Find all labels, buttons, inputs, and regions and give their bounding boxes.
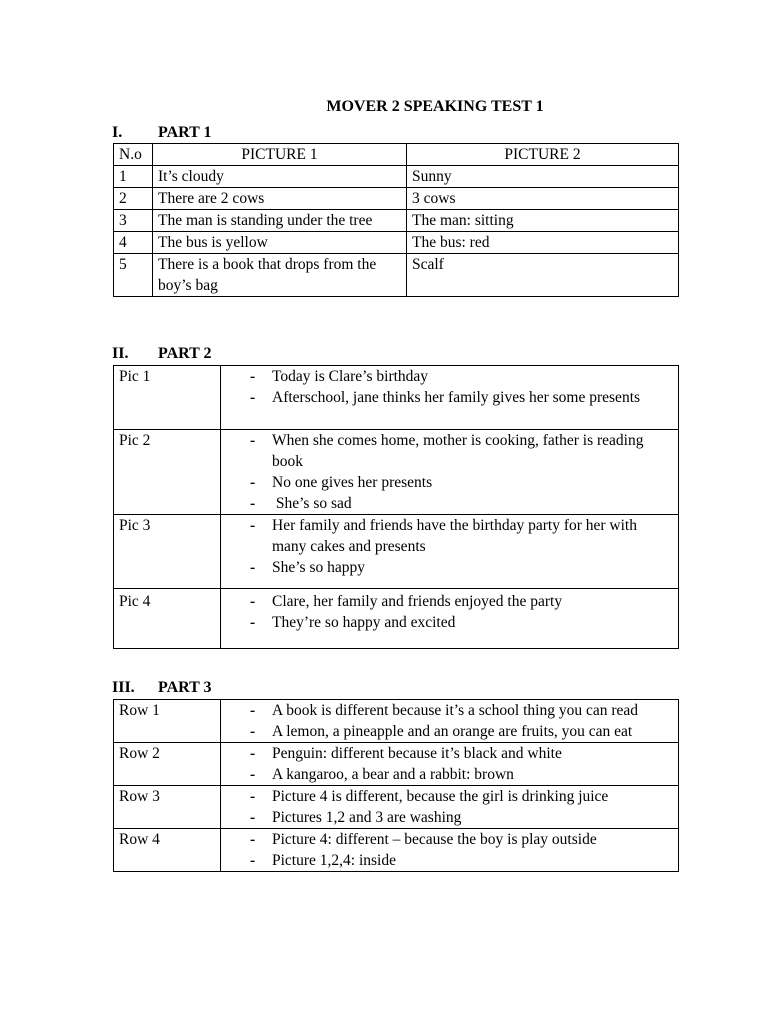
item-text: Penguin: different because it’s black and white: [272, 745, 562, 762]
part3-title: PART 3: [158, 679, 212, 696]
item-text: They’re so happy and excited: [272, 614, 456, 631]
item-text: Clare, her family and friends enjoyed the party: [272, 593, 563, 610]
row-label-cell: [114, 589, 221, 649]
item-text: Afterschool, jane thinks her family gives her some presents: [272, 389, 641, 406]
table-header-row: [114, 144, 679, 166]
row-number: 3: [114, 210, 153, 232]
bullet-dash: -: [250, 831, 256, 848]
table-row: [114, 430, 679, 515]
item-text: Picture 1,2,4: inside: [272, 852, 396, 869]
bullet-dash: -: [250, 559, 256, 576]
row-label: Row 2: [114, 743, 221, 786]
table-row: [114, 166, 679, 188]
list-item: [226, 743, 673, 764]
picture1-cell: There is a book that drops from the boy’s bag: [153, 254, 407, 297]
description-cell: [221, 829, 679, 872]
list-item: [226, 515, 673, 557]
list-item: [226, 387, 673, 408]
part2-table: [113, 365, 679, 649]
row-label: Pic 1: [114, 366, 221, 430]
bullet-dash: -: [250, 745, 256, 762]
description-cell: [221, 366, 679, 430]
bullet-dash: -: [250, 614, 256, 631]
item-text: Pictures 1,2 and 3 are washing: [272, 809, 462, 826]
table-row: [114, 254, 679, 297]
header-cell-picture2: PICTURE 2: [407, 144, 679, 166]
picture2-cell: 3 cows: [407, 188, 679, 210]
picture1-cell: The man is standing under the tree: [153, 210, 407, 232]
list-item: [226, 721, 673, 742]
table-row: [114, 700, 679, 743]
part1-table: [113, 143, 679, 297]
description-cell: [221, 430, 679, 515]
picture2-cell: The man: sitting: [407, 210, 679, 232]
table-row: [114, 829, 679, 872]
bullet-dash: -: [250, 593, 256, 610]
part1-title: PART 1: [158, 124, 212, 141]
row-label: Row 1: [114, 700, 221, 743]
row-number: 2: [114, 188, 153, 210]
item-text: Picture 4 is different, because the girl is drinking juice: [272, 788, 609, 805]
row-label: Row 3: [114, 786, 221, 829]
bullet-dash: -: [250, 723, 256, 740]
item-text: A book is different because it’s a school thing you can read: [272, 702, 639, 719]
part3-heading: [112, 678, 212, 698]
item-text: She’s so sad: [272, 495, 352, 512]
bullet-dash: -: [250, 432, 256, 449]
description-cell: [221, 743, 679, 786]
page-title: MOVER 2 SPEAKING TEST 1: [326, 98, 544, 115]
description-cell: [221, 700, 679, 743]
picture2-cell: Scalf: [407, 254, 679, 297]
item-text: Her family and friends have the birthday party for her with many cakes and presents: [272, 517, 637, 555]
list-item: [226, 829, 673, 850]
picture1-cell: It’s cloudy: [153, 166, 407, 188]
row-label: Pic 2: [114, 430, 221, 515]
bullet-dash: -: [250, 368, 256, 385]
item-text: Picture 4: different – because the boy is play outside: [272, 831, 597, 848]
description-cell: [221, 786, 679, 829]
item-text: A lemon, a pineapple and an orange are fruits, you can eat: [272, 723, 633, 740]
table-row: [114, 210, 679, 232]
part1-heading: [112, 123, 212, 143]
bullet-dash: -: [250, 852, 256, 869]
list-item: [226, 591, 673, 612]
table-row: [114, 743, 679, 786]
item-text: When she comes home, mother is cooking, father is reading book: [272, 432, 644, 470]
list-item: [226, 493, 673, 514]
list-item: [226, 366, 673, 387]
table-row: [114, 188, 679, 210]
item-text: A kangaroo, a bear and a rabbit: brown: [272, 766, 514, 783]
table-row: [114, 786, 679, 829]
list-item: [226, 700, 673, 721]
table-row: [114, 589, 679, 649]
list-item: [226, 430, 673, 472]
bullet-dash: -: [250, 389, 256, 406]
list-item: [226, 612, 673, 633]
bullet-dash: -: [250, 474, 256, 491]
header-cell-picture1: PICTURE 1: [153, 144, 407, 166]
row-label: Pic 4: [119, 593, 151, 610]
description-cell: [221, 515, 679, 589]
header-cell-no: N.o: [114, 144, 153, 166]
picture2-cell: The bus: red: [407, 232, 679, 254]
picture1-cell: The bus is yellow: [153, 232, 407, 254]
list-item: [226, 807, 673, 828]
item-text: She’s so happy: [272, 559, 365, 576]
row-number: 4: [114, 232, 153, 254]
item-text: No one gives her presents: [272, 474, 433, 491]
bullet-dash: -: [250, 517, 256, 534]
row-label: Pic 3: [114, 515, 221, 589]
part2-heading: [112, 344, 212, 364]
bullet-dash: -: [250, 809, 256, 826]
part1-numeral: I.: [112, 124, 123, 141]
list-item: [226, 850, 673, 871]
table-row: [114, 366, 679, 430]
description-cell: [221, 589, 679, 649]
row-number: 1: [114, 166, 153, 188]
table-row: [114, 515, 679, 589]
picture1-cell: There are 2 cows: [153, 188, 407, 210]
part3-numeral: III.: [112, 679, 135, 696]
item-text: Today is Clare’s birthday: [272, 368, 429, 385]
list-item: [226, 786, 673, 807]
list-item: [226, 557, 673, 578]
picture2-cell: Sunny: [407, 166, 679, 188]
table-row: [114, 232, 679, 254]
bullet-dash: -: [250, 495, 256, 512]
bullet-dash: -: [250, 702, 256, 719]
list-item: [226, 472, 673, 493]
part3-table: [113, 699, 679, 872]
part2-numeral: II.: [112, 345, 129, 362]
part2-title: PART 2: [158, 345, 212, 362]
list-item: [226, 764, 673, 785]
row-number: 5: [114, 254, 153, 297]
bullet-dash: -: [250, 766, 256, 783]
bullet-dash: -: [250, 788, 256, 805]
row-label: Row 4: [114, 829, 221, 872]
